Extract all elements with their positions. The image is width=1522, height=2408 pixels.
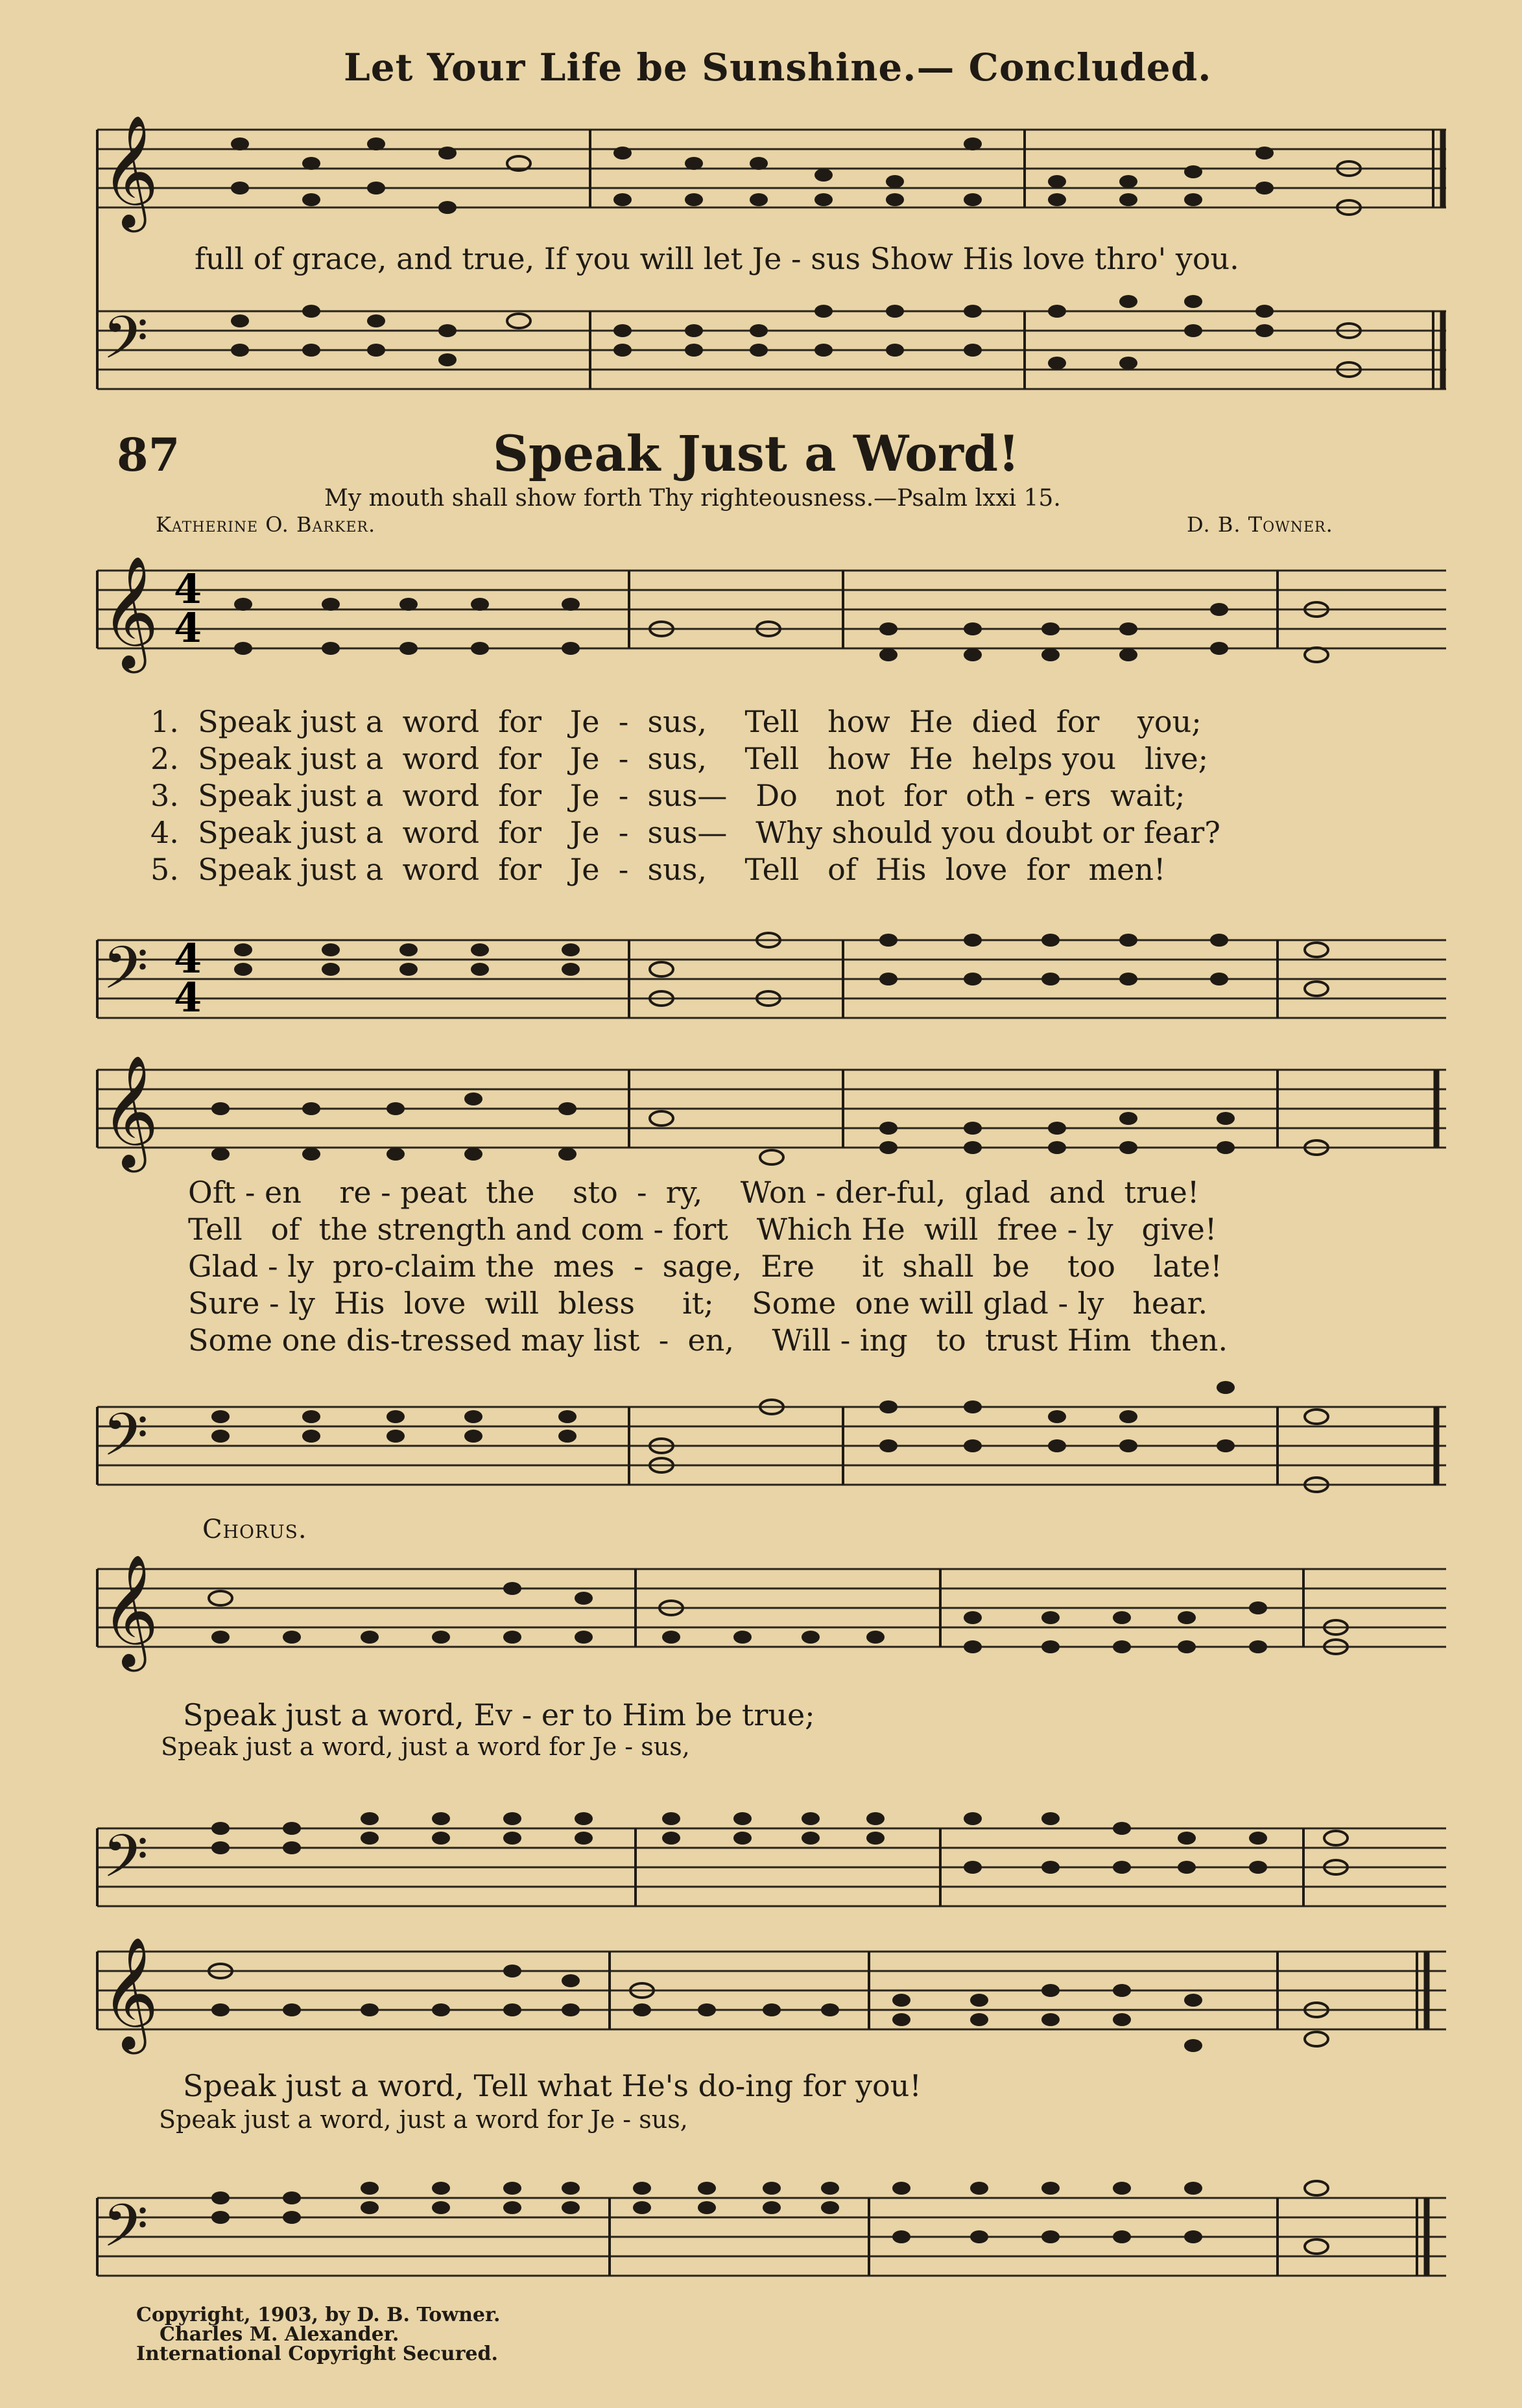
chorus-line-1: Speak just a word, Ev - er to Him be true; xyxy=(183,1697,815,1732)
copyright-line: Copyright, 1903, by D. B. Towner. xyxy=(136,2304,501,2326)
bass-clef-icon: 𝄢 xyxy=(102,1822,149,1905)
verse-line: 2. Speak just a word for Je - sus, Tell how He helps you live; xyxy=(150,741,1209,776)
hymn-composer: D. B. Towner. xyxy=(1187,512,1333,537)
svg-text:4: 4 xyxy=(174,974,202,1021)
verse-line: 5. Speak just a word for Je - sus, Tell of His love for men! xyxy=(150,852,1166,887)
staff-chorus-2-treble xyxy=(91,1932,1459,2062)
verse-line: Some one dis-tressed may list - en, Will - ing to trust Him then. xyxy=(188,1323,1228,1358)
bass-clef-icon: 𝄢 xyxy=(102,2191,149,2274)
chorus-line-1-echo: Speak just a word, just a word for Je - sus, xyxy=(161,1732,690,1761)
svg-text:4: 4 xyxy=(174,565,202,613)
hymn-number: 87 xyxy=(117,428,180,482)
staff-chorus-2-bass xyxy=(91,2140,1459,2295)
previous-hymn-lyrics: full of grace, and true, If you will let Je - sus Show His love thro' you. xyxy=(195,241,1239,276)
bass-clef-icon: 𝄢 xyxy=(102,934,149,1017)
staff-chorus-1-bass xyxy=(91,1770,1459,1913)
treble-clef-icon: 𝄞 xyxy=(101,1055,159,1168)
verse-line: 3. Speak just a word for Je - sus— Do not for oth - ers wait; xyxy=(150,778,1185,813)
svg-text:4: 4 xyxy=(174,935,202,982)
treble-clef-icon: 𝄞 xyxy=(101,115,159,228)
treble-clef-icon: 𝄞 xyxy=(101,1937,159,2049)
verse-line: 4. Speak just a word for Je - sus— Why should you doubt or fear? xyxy=(150,815,1220,850)
chorus-line-2: Speak just a word, Tell what He's do-ing for you! xyxy=(183,2068,922,2103)
treble-clef-icon: 𝄞 xyxy=(101,556,159,668)
svg-text:4: 4 xyxy=(174,604,202,652)
copyright-notice xyxy=(136,2306,500,2364)
staff-system-2-treble xyxy=(91,1050,1459,1180)
previous-hymn-title: Let Your Life be Sunshine.— Concluded. xyxy=(344,45,1212,89)
staff-system-2-bass xyxy=(91,1375,1459,1504)
hymn-epigraph: My mouth shall show forth Thy righteousness.—Psalm lxxi 15. xyxy=(324,485,1061,512)
copyright-line: International Copyright Secured. xyxy=(136,2343,498,2365)
chorus-label: Chorus. xyxy=(202,1515,307,1544)
staff-chorus-1-treble xyxy=(91,1550,1459,1679)
verse-line: 1. Speak just a word for Je - sus, Tell how He died for you; xyxy=(150,704,1202,739)
hymn-author: Katherine O. Barker. xyxy=(156,512,376,537)
verse-line: Tell of the strength and com - fort Which He will free - ly give! xyxy=(188,1212,1217,1247)
bass-clef-icon: 𝄢 xyxy=(102,1400,149,1483)
staff-system-1-bass xyxy=(91,914,1459,1044)
treble-clef-icon: 𝄞 xyxy=(101,1554,159,1667)
staff-system-1-treble xyxy=(91,551,1459,694)
verse-line: Oft - en re - peat the sto - ry, Won - der-ful, glad and true! xyxy=(188,1175,1200,1210)
copyright-line: Charles M. Alexander. xyxy=(160,2323,399,2346)
bass-clef-icon: 𝄢 xyxy=(102,303,149,386)
verse-line: Sure - ly His love will bless it; Some one will glad - ly hear. xyxy=(188,1286,1208,1321)
hymn-title: Speak Just a Word! xyxy=(493,425,1020,482)
chorus-line-2-echo: Speak just a word, just a word for Je - sus, xyxy=(159,2105,688,2134)
verse-line: Glad - ly pro-claim the mes - sage, Ere it shall be too late! xyxy=(188,1249,1222,1284)
